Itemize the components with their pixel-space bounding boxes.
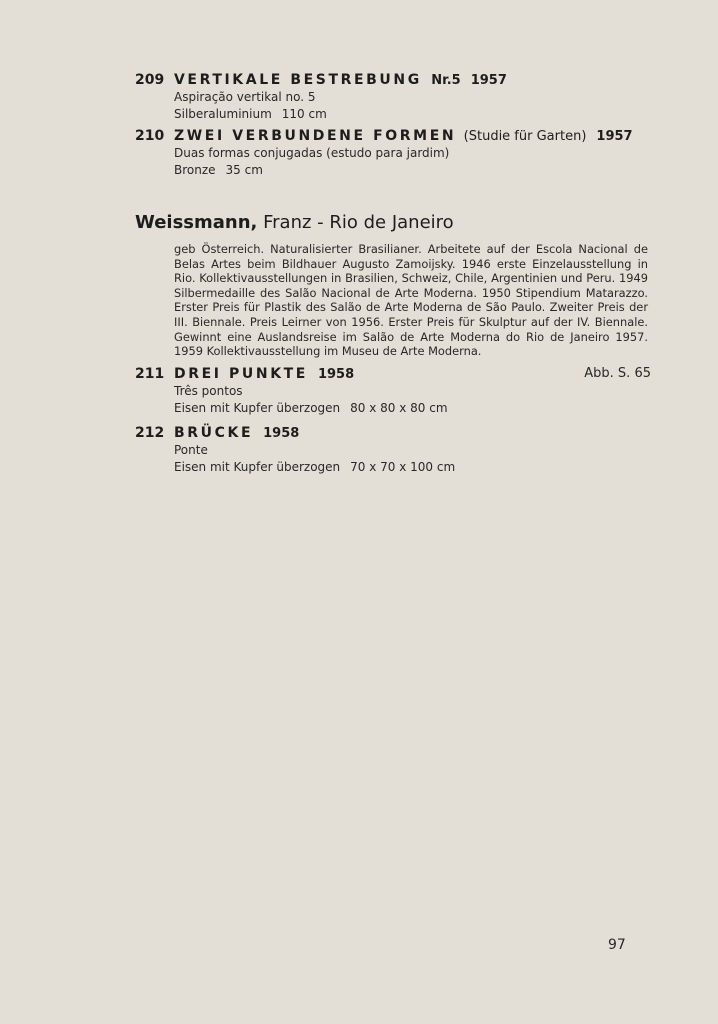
entry-body <box>174 425 654 476</box>
entry-title-suffix: Nr.5 <box>431 73 461 88</box>
entry-material-line <box>174 106 654 123</box>
entry-material: Eisen mit Kupfer überzogen <box>174 460 341 474</box>
page-number: 97 <box>608 937 626 953</box>
entry-title-line <box>174 128 654 145</box>
artist-heading <box>135 212 454 233</box>
entry-title-line <box>174 425 654 442</box>
entry-subtitle: Duas formas conjugadas (estudo para jardim) <box>174 146 450 160</box>
entry-note: (Studie für Garten) <box>463 129 587 144</box>
entry-material-line <box>174 400 654 417</box>
entry-material-line <box>174 459 654 476</box>
entry-dimensions: 35 cm <box>225 163 263 177</box>
entry-material: Bronze <box>174 163 216 177</box>
entry-number: 209 <box>135 72 165 88</box>
entry-number: 212 <box>135 425 165 441</box>
entry-title-line <box>174 366 654 383</box>
entry-material: Eisen mit Kupfer überzogen <box>174 401 341 415</box>
entry-material-line <box>174 162 654 179</box>
entry-number: 210 <box>135 128 165 144</box>
artist-biography: geb Österreich. Naturalisierter Brasilianer. Arbeitete auf der Escola Nacional de Belas Artes beim Bildhauer Augusto Zamoijsky. 1946 erste Einzelausstellung in Rio. Kollektivausstellungen in Brasilien, Schweiz, Chile, Argentinien und Peru. 1949 Silbermedaille des Salão Nacional de Arte Moderna. 1950 Stipendium Matarazzo. Erster Preis für Plastik des Salão de Arte Moderna de São Paulo. Zweiter Preis der III. Biennale. Preis Leirner von 1956. Erster Preis für Skulptur auf der IV. Biennale. Gewinnt eine Auslandsreise im Salão de Arte Moderna do Rio de Janeiro 1957. 1959 Kollektivausstellung im Museu de Arte Moderna. <box>174 242 648 359</box>
entry-year: 1958 <box>317 367 355 382</box>
entry-title: BRÜCKE <box>174 425 254 441</box>
entry-dimensions: 70 x 70 x 100 cm <box>350 460 456 474</box>
entry-title: DREI PUNKTE <box>174 366 308 382</box>
entry-subtitle: Aspiração vertikal no. 5 <box>174 90 316 104</box>
entry-year: 1957 <box>596 129 633 144</box>
entry-title-line <box>174 72 654 89</box>
entry-year: 1958 <box>263 426 300 441</box>
entry-body <box>174 72 654 123</box>
entry-number: 211 <box>135 366 165 382</box>
entry-title: ZWEI VERBUNDENE FORMEN <box>174 128 457 144</box>
entry-title: VERTIKALE BESTREBUNG <box>174 72 422 88</box>
entry-year: 1957 <box>470 73 507 88</box>
artist-name-location: Franz - Rio de Janeiro <box>257 212 454 233</box>
artist-surname: Weissmann, <box>135 212 258 233</box>
entry-body <box>174 128 654 179</box>
entry-material: Silberaluminium <box>174 107 272 121</box>
entry-subtitle: Três pontos <box>174 384 243 398</box>
illustration-reference: Abb. S. 65 <box>584 366 651 381</box>
entry-subtitle: Ponte <box>174 443 208 457</box>
entry-dimensions: 110 cm <box>281 107 327 121</box>
entry-body <box>174 366 654 417</box>
entry-dimensions: 80 x 80 x 80 cm <box>350 401 448 415</box>
